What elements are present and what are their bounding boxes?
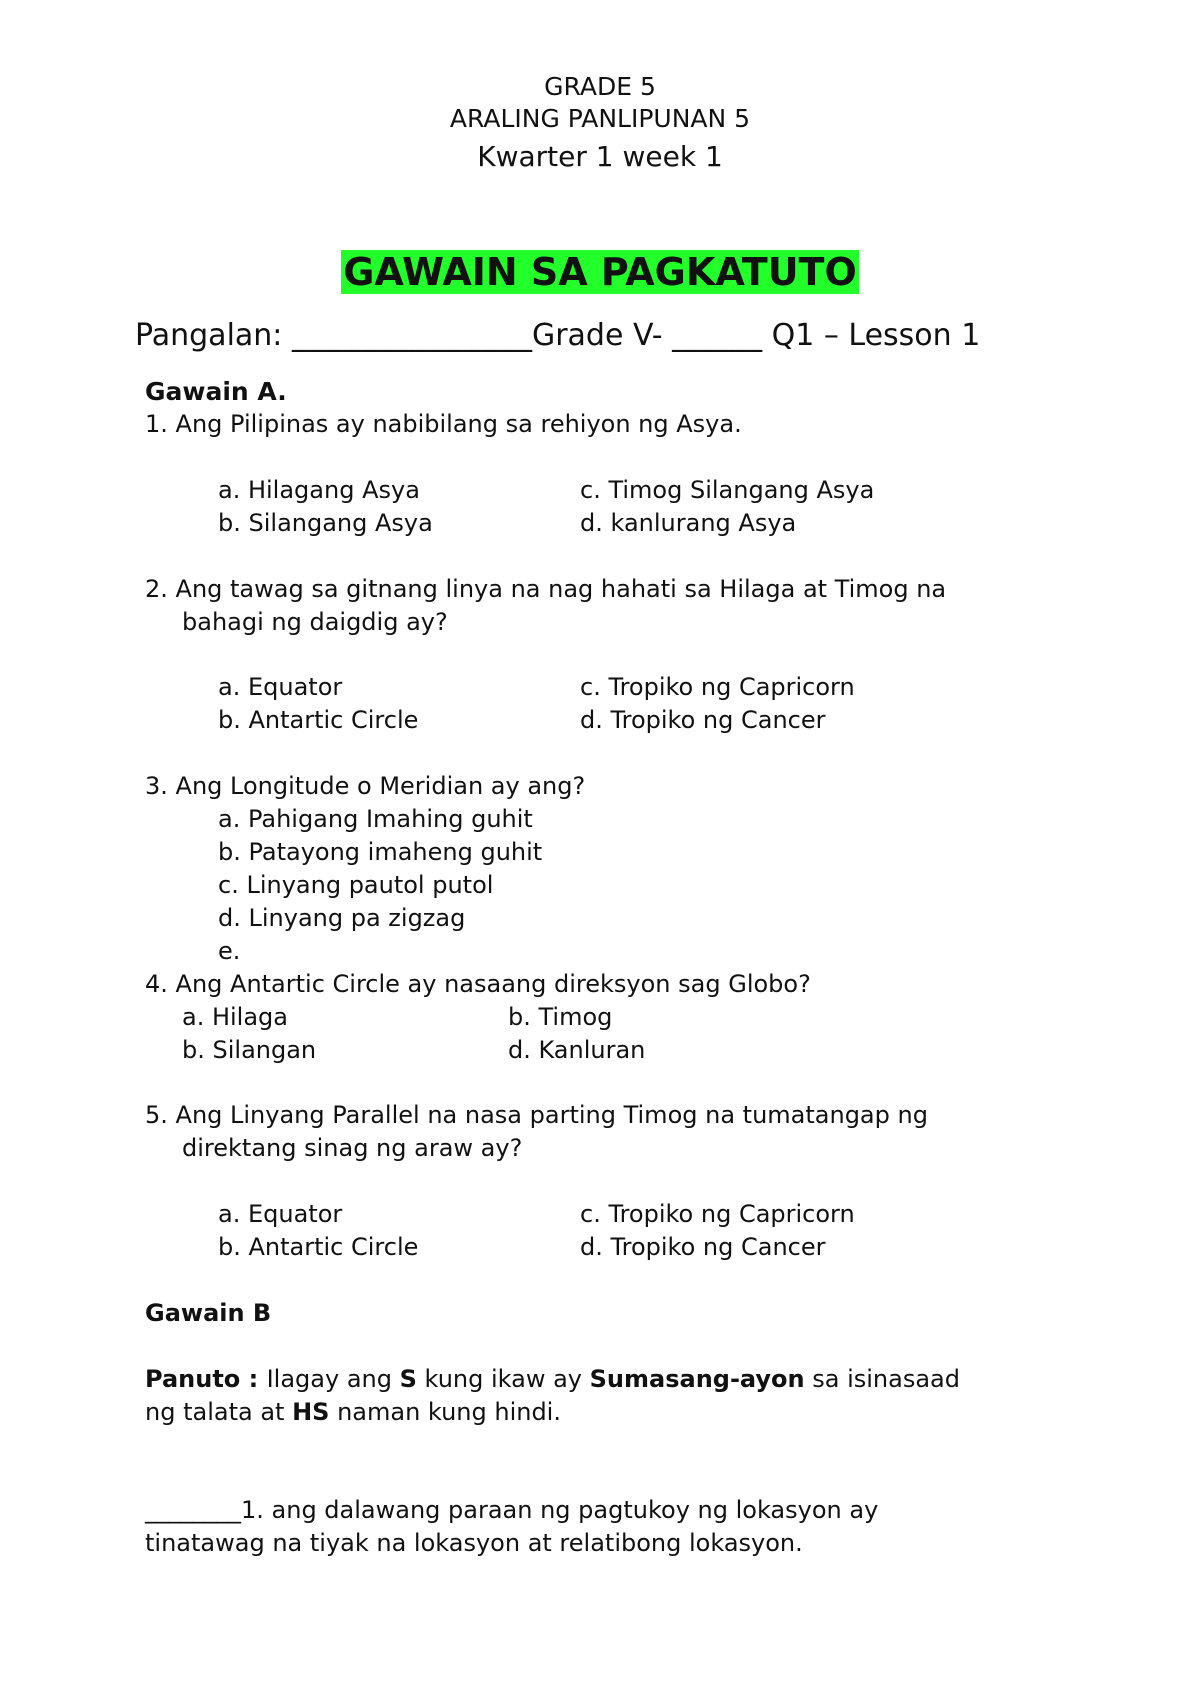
q5-choice-a: a. Equator <box>218 1200 343 1228</box>
gawain-a-heading: Gawain A. <box>145 377 287 406</box>
q4-choice-d: d. Kanluran <box>508 1036 646 1064</box>
item-1-line1 <box>145 1496 878 1524</box>
panuto-label: Panuto : <box>145 1365 267 1393</box>
grade-heading: GRADE 5 <box>544 72 656 101</box>
q4-choice-b-timog: b. Timog <box>508 1003 613 1031</box>
q1-choice-a: a. Hilagang Asya <box>218 476 420 504</box>
panuto-text-2: kung ikaw ay <box>416 1365 590 1393</box>
grade-label: Grade V- <box>531 318 673 353</box>
q5-choice-d: d. Tropiko ng Cancer <box>580 1233 826 1261</box>
gawain-b-heading: Gawain B <box>145 1299 272 1327</box>
item-1-text: 1. ang dalawang paraan ng pagtukoy ng lokasyon ay <box>241 1496 879 1524</box>
question-1: 1. Ang Pilipinas ay nabibilang sa rehiyon ng Asya. <box>145 410 742 438</box>
question-2-line2: bahagi ng daigdig ay? <box>182 608 448 636</box>
subject-heading: ARALING PANLIPUNAN 5 <box>449 104 751 133</box>
q3-choice-c: c. Linyang pautol putol <box>218 871 494 899</box>
panuto-text-1: Ilagay ang <box>266 1365 400 1393</box>
question-3: 3. Ang Longitude o Meridian ay ang? <box>145 772 586 800</box>
q3-choice-d: d. Linyang pa zigzag <box>218 904 466 932</box>
q1-choice-d: d. kanlurang Asya <box>580 509 797 537</box>
question-4: 4. Ang Antartic Circle ay nasaang direksyon sag Globo? <box>145 970 811 998</box>
lesson-label: Q1 – Lesson 1 <box>762 318 981 353</box>
name-blank: ________________ <box>291 318 532 353</box>
info-line <box>135 318 980 353</box>
q4-choice-b-silangan: b. Silangan <box>182 1036 317 1064</box>
q5-choice-c: c. Tropiko ng Capricorn <box>580 1200 855 1228</box>
question-5-line1: 5. Ang Linyang Parallel na nasa parting Timog na tumatangap ng <box>145 1101 928 1129</box>
panuto-sumasang-ayon: Sumasang-ayon <box>589 1365 805 1393</box>
panuto-text-3: sa isinasaad <box>804 1365 960 1393</box>
q4-choice-a: a. Hilaga <box>182 1003 288 1031</box>
page-title-wrapper <box>0 250 1200 294</box>
panuto-hs: HS <box>292 1398 330 1426</box>
panuto-line2-a: ng talata at <box>145 1398 293 1426</box>
panuto-line1 <box>145 1365 960 1393</box>
grade-blank: ______ <box>672 318 763 353</box>
q3-choice-a: a. Pahigang Imahing guhit <box>218 805 533 833</box>
q2-choice-b: b. Antartic Circle <box>218 706 419 734</box>
item-1-line2: tinatawag na tiyak na lokasyon at relatibong lokasyon. <box>145 1529 803 1557</box>
q2-choice-d: d. Tropiko ng Cancer <box>580 706 826 734</box>
panuto-s: S <box>399 1365 417 1393</box>
quarter-heading: Kwarter 1 week 1 <box>477 140 723 173</box>
name-label: Pangalan: <box>135 318 292 353</box>
q2-choice-a: a. Equator <box>218 673 343 701</box>
q3-choice-e: e. <box>218 937 241 965</box>
q3-choice-b: b. Patayong imaheng guhit <box>218 838 543 866</box>
q1-choice-b: b. Silangang Asya <box>218 509 433 537</box>
question-2-line1: 2. Ang tawag sa gitnang linya na nag hahati sa Hilaga at Timog na <box>145 575 947 603</box>
question-5-line2: direktang sinag ng araw ay? <box>182 1134 523 1162</box>
q1-choice-c: c. Timog Silangang Asya <box>580 476 875 504</box>
q5-choice-b: b. Antartic Circle <box>218 1233 419 1261</box>
item-1-answer-blank: ________ <box>145 1496 241 1524</box>
page-title: GAWAIN SA PAGKATUTO <box>343 250 857 294</box>
q2-choice-c: c. Tropiko ng Capricorn <box>580 673 855 701</box>
panuto-line2 <box>145 1398 561 1426</box>
panuto-line2-b: naman kung hindi. <box>329 1398 561 1426</box>
